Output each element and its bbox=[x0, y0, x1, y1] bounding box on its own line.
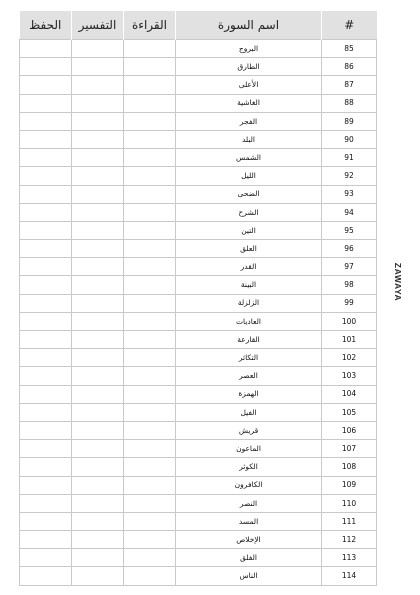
surah-name-cell: التين bbox=[176, 221, 322, 239]
table-row bbox=[20, 458, 377, 476]
hifz-cell[interactable] bbox=[20, 331, 72, 349]
surah-number-cell: 104 bbox=[322, 385, 377, 403]
table-header-row bbox=[20, 11, 377, 40]
hifz-cell[interactable] bbox=[20, 58, 72, 76]
surah-name-cell: الشمس bbox=[176, 149, 322, 167]
table-row bbox=[20, 167, 377, 185]
qiraa-cell[interactable] bbox=[124, 531, 176, 549]
surah-name-cell: البينة bbox=[176, 276, 322, 294]
hifz-cell[interactable] bbox=[20, 385, 72, 403]
hifz-cell[interactable] bbox=[20, 494, 72, 512]
qiraa-cell[interactable] bbox=[124, 112, 176, 130]
surah-number-cell: 113 bbox=[322, 549, 377, 567]
hifz-cell[interactable] bbox=[20, 349, 72, 367]
tafsir-cell[interactable] bbox=[72, 531, 124, 549]
hifz-cell[interactable] bbox=[20, 512, 72, 530]
table-row bbox=[20, 294, 377, 312]
qiraa-cell[interactable] bbox=[124, 40, 176, 58]
surah-number-cell: 114 bbox=[322, 567, 377, 585]
header-surah-name: اسم السورة bbox=[176, 11, 322, 40]
tafsir-cell[interactable] bbox=[72, 94, 124, 112]
qiraa-cell[interactable] bbox=[124, 58, 176, 76]
surah-number-cell: 95 bbox=[322, 221, 377, 239]
qiraa-cell[interactable] bbox=[124, 76, 176, 94]
table-row bbox=[20, 40, 377, 58]
brand-wordmark: ZAWAYA bbox=[393, 262, 403, 302]
surah-name-cell: قريش bbox=[176, 421, 322, 439]
table-row bbox=[20, 331, 377, 349]
surah-name-cell: الطارق bbox=[176, 58, 322, 76]
table-row bbox=[20, 58, 377, 76]
surah-tracker-table bbox=[19, 11, 377, 586]
hifz-cell[interactable] bbox=[20, 567, 72, 585]
table-row bbox=[20, 549, 377, 567]
qiraa-cell[interactable] bbox=[124, 367, 176, 385]
table-row bbox=[20, 240, 377, 258]
tafsir-cell[interactable] bbox=[72, 203, 124, 221]
qiraa-cell[interactable] bbox=[124, 403, 176, 421]
tafsir-cell[interactable] bbox=[72, 567, 124, 585]
surah-name-cell: الضحى bbox=[176, 185, 322, 203]
surah-name-cell: الغاشية bbox=[176, 94, 322, 112]
qiraa-cell[interactable] bbox=[124, 458, 176, 476]
surah-number-cell: 89 bbox=[322, 112, 377, 130]
table-row bbox=[20, 567, 377, 585]
surah-number-cell: 99 bbox=[322, 294, 377, 312]
table-row bbox=[20, 403, 377, 421]
table-row bbox=[20, 185, 377, 203]
surah-name-cell: البلد bbox=[176, 130, 322, 148]
tafsir-cell[interactable] bbox=[72, 440, 124, 458]
table-row bbox=[20, 385, 377, 403]
tafsir-cell[interactable] bbox=[72, 421, 124, 439]
qiraa-cell[interactable] bbox=[124, 203, 176, 221]
surah-name-cell: الشرح bbox=[176, 203, 322, 221]
table-row bbox=[20, 149, 377, 167]
surah-number-cell: 92 bbox=[322, 167, 377, 185]
surah-number-cell: 94 bbox=[322, 203, 377, 221]
surah-name-cell: القارعة bbox=[176, 331, 322, 349]
surah-number-cell: 97 bbox=[322, 258, 377, 276]
surah-name-cell: الهمزة bbox=[176, 385, 322, 403]
qiraa-cell[interactable] bbox=[124, 167, 176, 185]
surah-name-cell: الفيل bbox=[176, 403, 322, 421]
surah-name-cell: التكاثر bbox=[176, 349, 322, 367]
table-row bbox=[20, 312, 377, 330]
header-qiraa: القراءة bbox=[124, 11, 176, 40]
tafsir-cell[interactable] bbox=[72, 385, 124, 403]
qiraa-cell[interactable] bbox=[124, 185, 176, 203]
hifz-cell[interactable] bbox=[20, 40, 72, 58]
tafsir-cell[interactable] bbox=[72, 549, 124, 567]
tafsir-cell[interactable] bbox=[72, 149, 124, 167]
table-row bbox=[20, 494, 377, 512]
table-row bbox=[20, 276, 377, 294]
hifz-cell[interactable] bbox=[20, 130, 72, 148]
hifz-cell[interactable] bbox=[20, 312, 72, 330]
table-row bbox=[20, 130, 377, 148]
surah-name-cell: الكافرون bbox=[176, 476, 322, 494]
surah-name-cell: العلق bbox=[176, 240, 322, 258]
surah-number-cell: 102 bbox=[322, 349, 377, 367]
hifz-cell[interactable] bbox=[20, 294, 72, 312]
header-number: # bbox=[322, 11, 377, 40]
hifz-cell[interactable] bbox=[20, 240, 72, 258]
table-row bbox=[20, 421, 377, 439]
table-row bbox=[20, 512, 377, 530]
surah-number-cell: 112 bbox=[322, 531, 377, 549]
hifz-cell[interactable] bbox=[20, 76, 72, 94]
qiraa-cell[interactable] bbox=[124, 385, 176, 403]
surah-number-cell: 111 bbox=[322, 512, 377, 530]
qiraa-cell[interactable] bbox=[124, 221, 176, 239]
qiraa-cell[interactable] bbox=[124, 567, 176, 585]
table-row bbox=[20, 203, 377, 221]
surah-number-cell: 105 bbox=[322, 403, 377, 421]
tafsir-cell[interactable] bbox=[72, 58, 124, 76]
tafsir-cell[interactable] bbox=[72, 458, 124, 476]
surah-name-cell: الناس bbox=[176, 567, 322, 585]
qiraa-cell[interactable] bbox=[124, 94, 176, 112]
tafsir-cell[interactable] bbox=[72, 221, 124, 239]
surah-number-cell: 86 bbox=[322, 58, 377, 76]
surah-number-cell: 87 bbox=[322, 76, 377, 94]
hifz-cell[interactable] bbox=[20, 421, 72, 439]
table-row bbox=[20, 94, 377, 112]
surah-number-cell: 96 bbox=[322, 240, 377, 258]
qiraa-cell[interactable] bbox=[124, 130, 176, 148]
tafsir-cell[interactable] bbox=[72, 130, 124, 148]
qiraa-cell[interactable] bbox=[124, 421, 176, 439]
table-row bbox=[20, 349, 377, 367]
surah-name-cell: الليل bbox=[176, 167, 322, 185]
surah-number-cell: 107 bbox=[322, 440, 377, 458]
tafsir-cell[interactable] bbox=[72, 512, 124, 530]
hifz-cell[interactable] bbox=[20, 531, 72, 549]
surah-name-cell: الماعون bbox=[176, 440, 322, 458]
surah-number-cell: 85 bbox=[322, 40, 377, 58]
tafsir-cell[interactable] bbox=[72, 294, 124, 312]
hifz-cell[interactable] bbox=[20, 458, 72, 476]
surah-name-cell: النصر bbox=[176, 494, 322, 512]
tafsir-cell[interactable] bbox=[72, 367, 124, 385]
table-body bbox=[20, 40, 377, 586]
qiraa-cell[interactable] bbox=[124, 258, 176, 276]
qiraa-cell[interactable] bbox=[124, 494, 176, 512]
tafsir-cell[interactable] bbox=[72, 494, 124, 512]
qiraa-cell[interactable] bbox=[124, 294, 176, 312]
tafsir-cell[interactable] bbox=[72, 240, 124, 258]
surah-name-cell: الفجر bbox=[176, 112, 322, 130]
hifz-cell[interactable] bbox=[20, 549, 72, 567]
hifz-cell[interactable] bbox=[20, 476, 72, 494]
hifz-cell[interactable] bbox=[20, 367, 72, 385]
surah-name-cell: العاديات bbox=[176, 312, 322, 330]
surah-number-cell: 90 bbox=[322, 130, 377, 148]
hifz-cell[interactable] bbox=[20, 203, 72, 221]
tafsir-cell[interactable] bbox=[72, 276, 124, 294]
surah-name-cell: الأعلى bbox=[176, 76, 322, 94]
hifz-cell[interactable] bbox=[20, 94, 72, 112]
tafsir-cell[interactable] bbox=[72, 258, 124, 276]
table-row bbox=[20, 440, 377, 458]
table-row bbox=[20, 367, 377, 385]
table-row bbox=[20, 476, 377, 494]
surah-number-cell: 106 bbox=[322, 421, 377, 439]
hifz-cell[interactable] bbox=[20, 185, 72, 203]
table-row bbox=[20, 258, 377, 276]
qiraa-cell[interactable] bbox=[124, 440, 176, 458]
qiraa-cell[interactable] bbox=[124, 549, 176, 567]
qiraa-cell[interactable] bbox=[124, 349, 176, 367]
qiraa-cell[interactable] bbox=[124, 476, 176, 494]
surah-number-cell: 109 bbox=[322, 476, 377, 494]
table-row bbox=[20, 76, 377, 94]
hifz-cell[interactable] bbox=[20, 112, 72, 130]
surah-name-cell: العصر bbox=[176, 367, 322, 385]
tafsir-cell[interactable] bbox=[72, 403, 124, 421]
header-hifz: الحفظ bbox=[20, 11, 72, 40]
surah-name-cell: البروج bbox=[176, 40, 322, 58]
qiraa-cell[interactable] bbox=[124, 240, 176, 258]
table-row bbox=[20, 221, 377, 239]
surah-number-cell: 110 bbox=[322, 494, 377, 512]
qiraa-cell[interactable] bbox=[124, 276, 176, 294]
surah-name-cell: الكوثر bbox=[176, 458, 322, 476]
tafsir-cell[interactable] bbox=[72, 331, 124, 349]
surah-number-cell: 93 bbox=[322, 185, 377, 203]
surah-name-cell: الإخلاص bbox=[176, 531, 322, 549]
tafsir-cell[interactable] bbox=[72, 476, 124, 494]
surah-number-cell: 103 bbox=[322, 367, 377, 385]
surah-name-cell: الزلزلة bbox=[176, 294, 322, 312]
tafsir-cell[interactable] bbox=[72, 167, 124, 185]
table-row bbox=[20, 531, 377, 549]
surah-tracker-sheet bbox=[19, 11, 376, 586]
brand-logo bbox=[386, 252, 410, 312]
surah-number-cell: 88 bbox=[322, 94, 377, 112]
tafsir-cell[interactable] bbox=[72, 40, 124, 58]
header-tafsir: التفسير bbox=[72, 11, 124, 40]
tafsir-cell[interactable] bbox=[72, 76, 124, 94]
tafsir-cell[interactable] bbox=[72, 312, 124, 330]
qiraa-cell[interactable] bbox=[124, 331, 176, 349]
surah-name-cell: الفلق bbox=[176, 549, 322, 567]
surah-number-cell: 100 bbox=[322, 312, 377, 330]
tafsir-cell[interactable] bbox=[72, 349, 124, 367]
surah-name-cell: المسد bbox=[176, 512, 322, 530]
qiraa-cell[interactable] bbox=[124, 512, 176, 530]
table-row bbox=[20, 112, 377, 130]
hifz-cell[interactable] bbox=[20, 276, 72, 294]
hifz-cell[interactable] bbox=[20, 149, 72, 167]
hifz-cell[interactable] bbox=[20, 221, 72, 239]
hifz-cell[interactable] bbox=[20, 440, 72, 458]
surah-number-cell: 108 bbox=[322, 458, 377, 476]
surah-number-cell: 91 bbox=[322, 149, 377, 167]
qiraa-cell[interactable] bbox=[124, 312, 176, 330]
surah-number-cell: 101 bbox=[322, 331, 377, 349]
surah-number-cell: 98 bbox=[322, 276, 377, 294]
hifz-cell[interactable] bbox=[20, 403, 72, 421]
hifz-cell[interactable] bbox=[20, 167, 72, 185]
qiraa-cell[interactable] bbox=[124, 149, 176, 167]
tafsir-cell[interactable] bbox=[72, 185, 124, 203]
tafsir-cell[interactable] bbox=[72, 112, 124, 130]
hifz-cell[interactable] bbox=[20, 258, 72, 276]
surah-name-cell: القدر bbox=[176, 258, 322, 276]
